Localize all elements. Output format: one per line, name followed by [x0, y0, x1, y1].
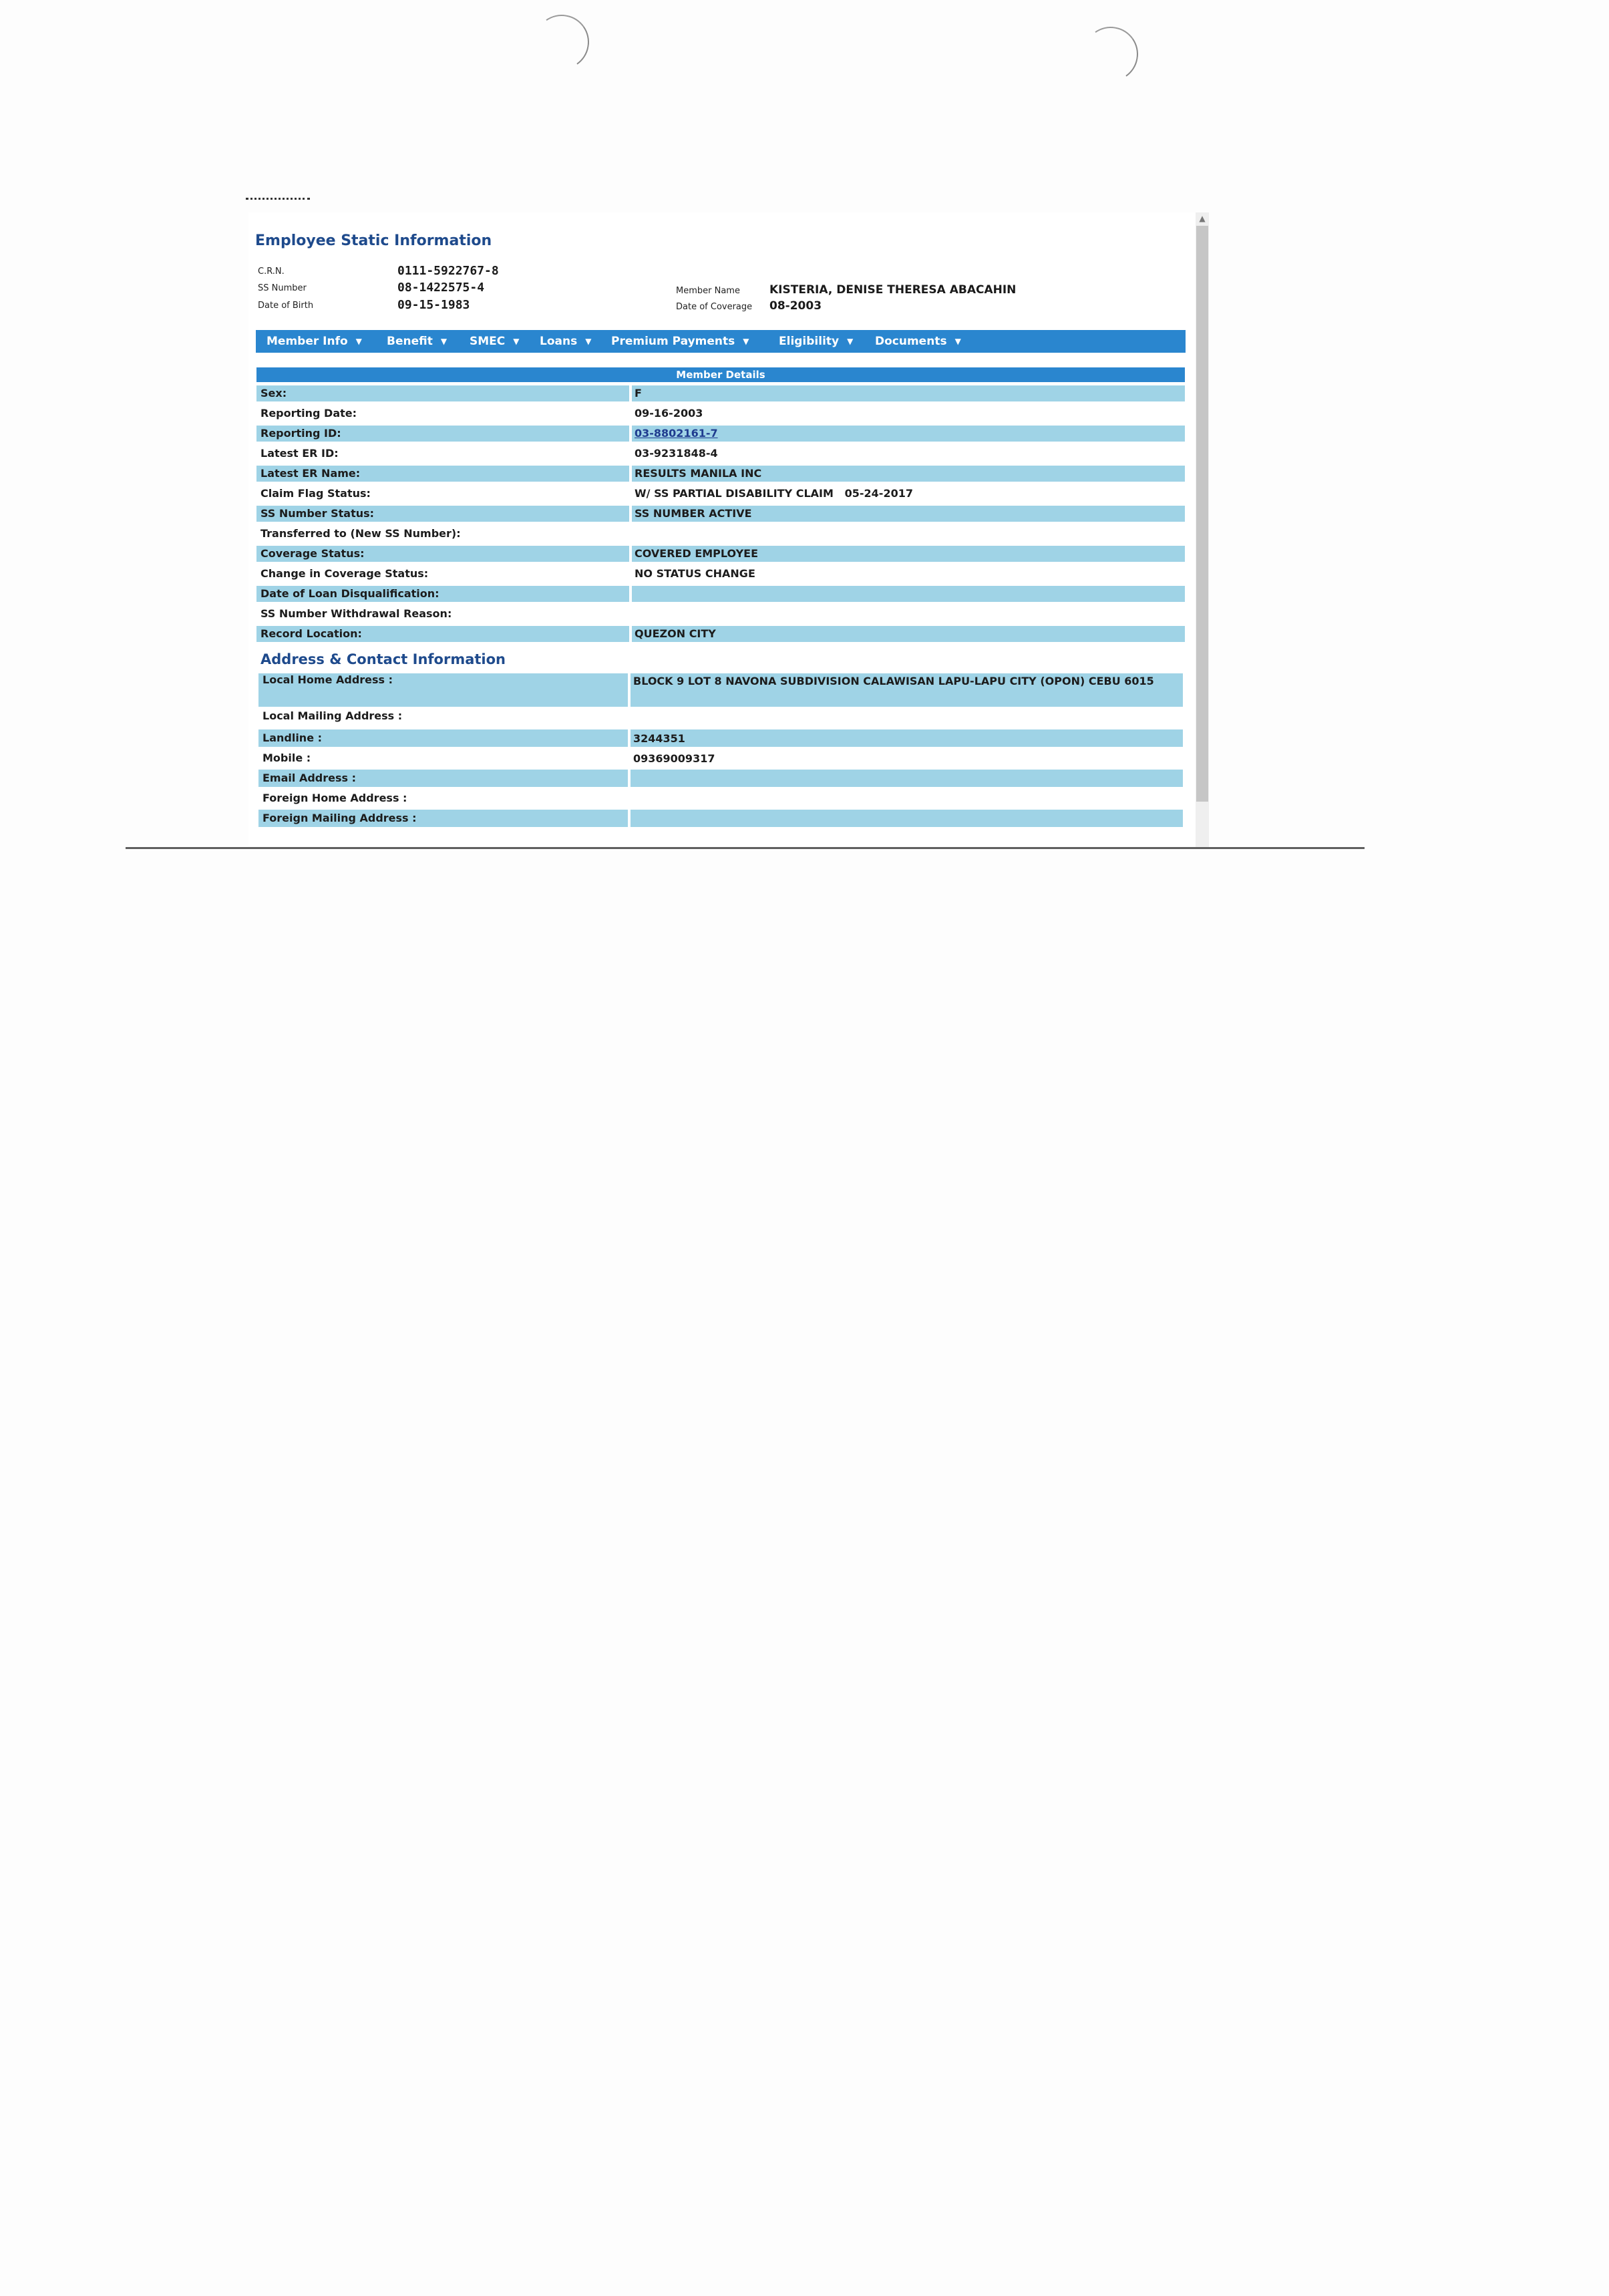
nav-label: Eligibility	[779, 335, 840, 348]
table-row	[256, 486, 1185, 502]
table-row	[256, 446, 1185, 462]
field-label: Reporting Date:	[260, 407, 357, 420]
punch-hole-mark	[530, 11, 594, 74]
nav-member-info[interactable]	[266, 330, 362, 353]
chevron-down-icon: ▼	[743, 337, 749, 346]
member-name-label: Member Name	[676, 286, 740, 296]
nav-loans[interactable]	[540, 330, 591, 353]
chevron-down-icon: ▼	[355, 337, 362, 346]
nav-benefit[interactable]	[387, 330, 447, 353]
scrollbar-thumb[interactable]	[1196, 226, 1208, 802]
field-label: Mobile :	[262, 752, 311, 764]
coverage-date-value: 08-2003	[769, 299, 822, 313]
field-value: 3244351	[631, 729, 1183, 747]
page-title: Employee Static Information	[255, 232, 492, 249]
field-label: Transferred to (New SS Number):	[260, 527, 461, 540]
nav-documents[interactable]	[875, 330, 961, 353]
crn-value: 0111-5922767-8	[397, 264, 499, 278]
ss-number-label: SS Number	[258, 283, 307, 293]
nav-smec[interactable]	[470, 330, 519, 353]
field-value	[631, 790, 1183, 807]
table-row	[256, 606, 1185, 622]
field-value	[631, 770, 1183, 787]
table-row	[256, 466, 1185, 482]
field-label: Local Home Address :	[258, 673, 628, 707]
field-label: Foreign Home Address :	[262, 792, 407, 804]
field-value: 09-16-2003	[635, 407, 703, 420]
field-value: 09369009317	[633, 752, 715, 765]
nav-label: Benefit	[387, 335, 433, 348]
field-label: Reporting ID:	[256, 426, 629, 442]
field-value	[632, 526, 1185, 542]
nav-label: SMEC	[470, 335, 506, 348]
field-value: COVERED EMPLOYEE	[632, 546, 1185, 562]
table-row	[256, 506, 1185, 522]
nav-label: Loans	[540, 335, 578, 348]
chevron-down-icon: ▼	[440, 337, 448, 346]
field-label: Email Address :	[258, 770, 628, 787]
field-value	[632, 606, 1185, 622]
table-row	[256, 546, 1185, 562]
table-row	[258, 708, 1183, 724]
punch-hole-mark	[1079, 23, 1143, 86]
field-value: BLOCK 9 LOT 8 NAVONA SUBDIVISION CALAWISAN LAPU-LAPU CITY (OPON) CEBU 6015	[631, 673, 1183, 707]
field-label: Change in Coverage Status:	[260, 567, 429, 580]
crn-label: C.R.N.	[258, 267, 285, 277]
field-value	[631, 810, 1183, 827]
page-divider	[126, 847, 1365, 849]
ss-number-value: 08-1422575-4	[397, 281, 485, 295]
coverage-date-label: Date of Coverage	[676, 302, 753, 312]
field-value: NO STATUS CHANGE	[635, 567, 755, 580]
field-label: Latest ER Name:	[256, 466, 629, 482]
field-label: Date of Loan Disqualification:	[256, 586, 629, 602]
field-value: SS NUMBER ACTIVE	[632, 506, 1185, 522]
field-label: SS Number Status:	[256, 506, 629, 522]
address-section-title: Address & Contact Information	[260, 651, 506, 667]
field-label: Coverage Status:	[256, 546, 629, 562]
table-row	[256, 426, 1185, 442]
table-row	[258, 750, 1183, 767]
nav-label: Member Info	[266, 335, 348, 348]
chevron-down-icon: ▼	[847, 337, 854, 346]
field-label: SS Number Withdrawal Reason:	[260, 607, 452, 620]
field-label: Local Mailing Address :	[262, 709, 403, 722]
field-label: Claim Flag Status:	[260, 487, 371, 500]
field-value: 03-9231848-4	[635, 447, 718, 460]
table-row	[258, 729, 1183, 747]
nav-label: Premium Payments	[611, 335, 735, 348]
table-row	[256, 586, 1185, 602]
member-name-value: KISTERIA, DENISE THERESA ABACAHIN	[769, 283, 1017, 297]
member-details-header: Member Details	[256, 367, 1185, 382]
nav-premium-payments[interactable]	[611, 330, 749, 353]
field-value: F	[632, 385, 1185, 401]
field-label: Landline :	[258, 729, 628, 747]
field-label: Latest ER ID:	[260, 447, 339, 460]
field-value	[631, 708, 1183, 724]
field-value: RESULTS MANILA INC	[632, 466, 1185, 482]
scan-artifact	[246, 198, 310, 202]
date-of-birth-value: 09-15-1983	[397, 298, 470, 312]
table-row	[256, 626, 1185, 642]
field-value	[632, 586, 1185, 602]
table-row	[258, 770, 1183, 787]
reporting-id-link-text[interactable]: 03-8802161-7	[635, 427, 718, 440]
chevron-down-icon: ▼	[513, 337, 520, 346]
main-nav-bar	[256, 330, 1186, 353]
table-row	[258, 790, 1183, 807]
scroll-up-icon[interactable]: ▲	[1199, 214, 1206, 223]
nav-eligibility[interactable]	[779, 330, 853, 353]
table-row	[258, 673, 1183, 707]
nav-label: Documents	[875, 335, 947, 348]
date-of-birth-label: Date of Birth	[258, 301, 314, 311]
table-row	[256, 405, 1185, 422]
reporting-id-link[interactable]	[632, 426, 1185, 442]
chevron-down-icon: ▼	[954, 337, 961, 346]
table-row	[256, 385, 1185, 401]
chevron-down-icon: ▼	[585, 337, 592, 346]
field-value: QUEZON CITY	[632, 626, 1185, 642]
table-row	[256, 526, 1185, 542]
field-label: Foreign Mailing Address :	[258, 810, 628, 827]
table-row	[256, 566, 1185, 582]
table-row	[258, 810, 1183, 827]
field-value: W/ SS PARTIAL DISABILITY CLAIM 05-24-2017	[635, 487, 913, 500]
field-label: Sex:	[256, 385, 629, 401]
field-label: Record Location:	[256, 626, 629, 642]
